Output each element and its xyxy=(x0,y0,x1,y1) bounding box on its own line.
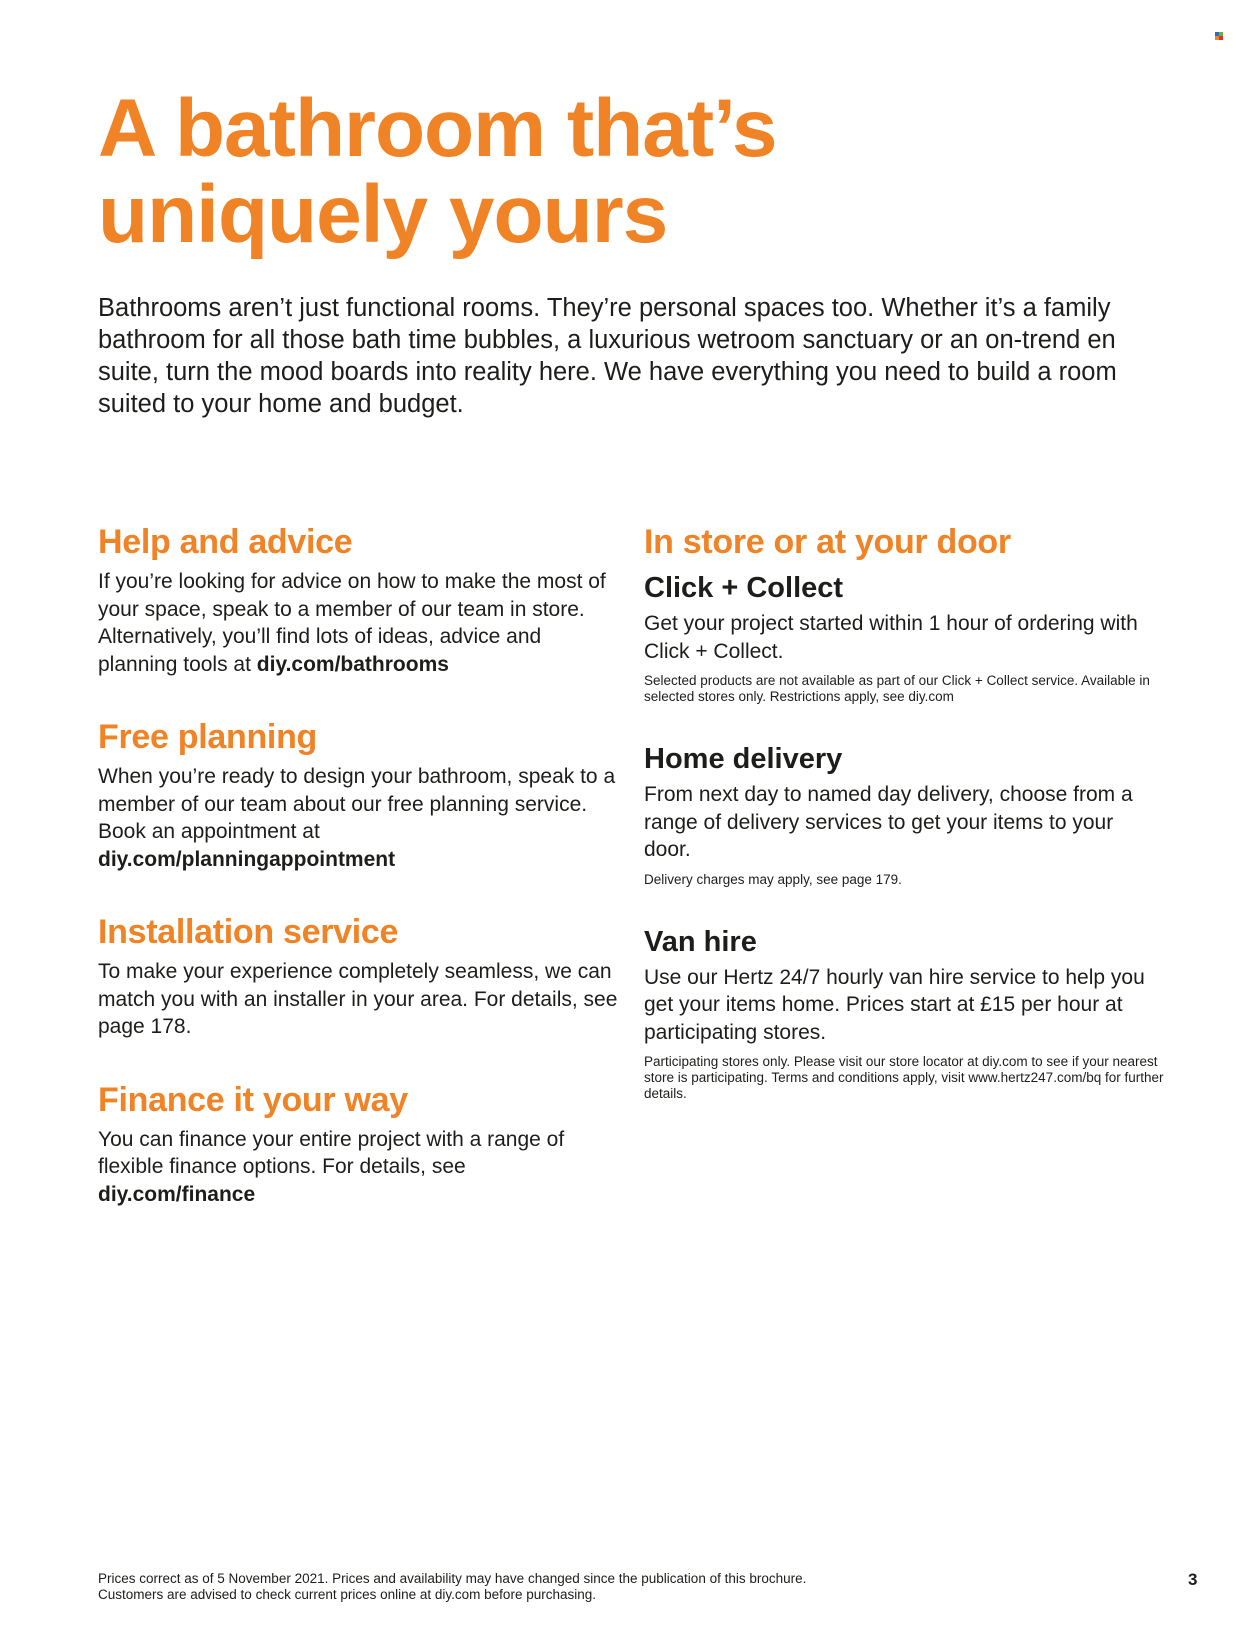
footer-disclaimer xyxy=(98,1571,998,1603)
help-advice-section xyxy=(98,522,618,678)
free-planning-text: When you’re ready to design your bathroom, speak to a member of our team about our free planning service. Book an appointment at xyxy=(98,765,616,843)
page-title-line-2: uniquely yours xyxy=(98,169,668,260)
footer-line-2: Customers are advised to check current prices online at diy.com before purchasing. xyxy=(98,1587,596,1602)
free-planning-heading: Free planning xyxy=(98,718,318,756)
finance-link[interactable]: diy.com/finance xyxy=(98,1182,256,1206)
store-or-door-heading: In store or at your door xyxy=(644,523,1011,561)
home-delivery-heading: Home delivery xyxy=(644,743,843,775)
page-title xyxy=(98,83,1148,260)
right-column xyxy=(644,522,1164,1102)
bathrooms-link[interactable]: diy.com/bathrooms xyxy=(256,652,449,676)
help-advice-heading: Help and advice xyxy=(98,523,353,561)
installation-body: To make your experience completely seamless, we can match you with an installer in your area. For details, see page 178. xyxy=(98,960,618,1038)
planning-appointment-link[interactable]: diy.com/planningappointment xyxy=(98,847,396,871)
van-hire-heading: Van hire xyxy=(644,925,757,958)
brand-logo-icon xyxy=(1215,32,1223,40)
van-hire-section xyxy=(644,924,1164,1103)
footer-line-1: Prices correct as of 5 November 2021. Prices and availability may have changed since the publication of this brochure. xyxy=(98,1571,807,1586)
help-advice-body xyxy=(98,568,618,678)
finance-section xyxy=(98,1080,618,1209)
click-collect-note: Selected products are not available as part of our Click + Collect service. Available in selected stores only. Restrictions apply, see diy.com xyxy=(644,673,1150,704)
home-delivery-section xyxy=(644,741,1164,888)
free-planning-body xyxy=(98,763,618,873)
home-delivery-body: From next day to named day delivery, choose from a range of delivery services to get your items to your door. xyxy=(644,783,1133,861)
van-hire-note: Participating stores only. Please visit our store locator at diy.com to see if your nearest store is participating. Terms and conditions apply, visit www.hertz247.com/bq for further details. xyxy=(644,1054,1164,1101)
logo-square-red xyxy=(1219,36,1223,40)
left-column xyxy=(98,522,618,1208)
intro-paragraph: Bathrooms aren’t just functional rooms. They’re personal spaces too. Whether it’s a family bathroom for all those bath time bubbles, a luxurious wetroom sanctuary or an on-trend en suite, turn the mood boards into reality here. We have everything you need to build a room suited to your home and budget. xyxy=(98,294,1117,418)
installation-section xyxy=(98,912,618,1041)
page-number: 3 xyxy=(1188,1570,1198,1589)
finance-heading: Finance it your way xyxy=(98,1080,408,1119)
finance-text: You can finance your entire project with a range of flexible finance options. For details, see xyxy=(98,1127,565,1178)
click-collect-section xyxy=(644,570,1164,705)
home-delivery-note: Delivery charges may apply, see page 179. xyxy=(644,871,902,887)
finance-body xyxy=(98,1126,618,1209)
click-collect-heading: Click + Collect xyxy=(644,572,844,604)
free-planning-section xyxy=(98,717,618,873)
page-title-line-1: A bathroom that’s xyxy=(98,83,777,174)
click-collect-body: Get your project started within 1 hour of ordering with Click + Collect. xyxy=(644,612,1138,663)
van-hire-body: Use our Hertz 24/7 hourly van hire service to help you get your items home. Prices start at £15 per hour at participating stores. xyxy=(644,965,1145,1044)
help-advice-text: If you’re looking for advice on how to make the most of your space, speak to a member of our team in store. Alternatively, you’ll find lots of ideas, advice and planning tools at xyxy=(98,570,606,676)
installation-heading: Installation service xyxy=(98,913,399,951)
